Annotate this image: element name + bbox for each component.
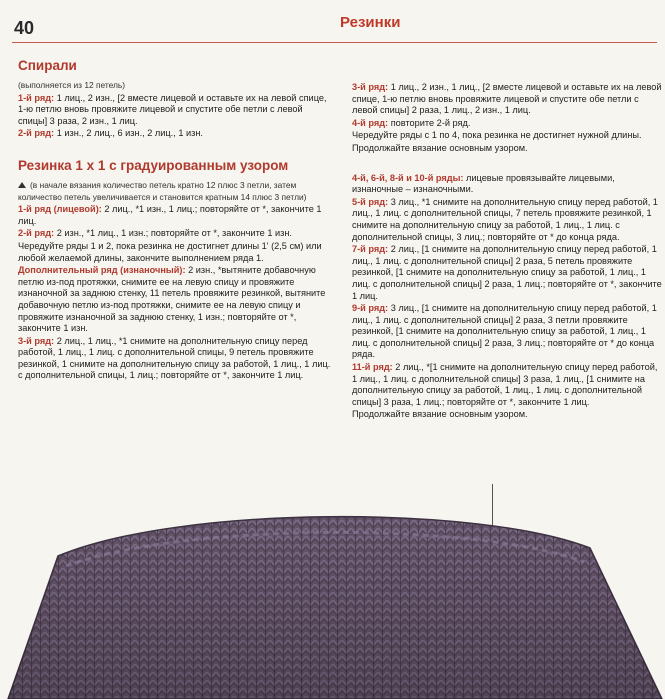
row-label: 5-й ряд: (352, 196, 389, 207)
row-label: 1-й ряд: (18, 92, 55, 103)
final-text: Продолжайте вязание основным узором. (352, 409, 528, 420)
callout-line (492, 484, 493, 536)
row (18, 228, 333, 240)
row-text: 2 изн., *1 лиц., 1 изн.; повторяйте от *, закончите 1 изн. (56, 228, 292, 239)
swatch-cable-band (66, 532, 584, 566)
row (352, 118, 662, 130)
intro (18, 180, 333, 203)
section-title-spirals: Спирали (18, 58, 77, 73)
row-text: 2 лиц., *1 изн., 1 лиц.; повторяйте от *, закончите 1 лиц. (18, 204, 322, 226)
intro-text: (в начале вязания количество петель кратно 12 плюс 3 петли, затем количество петель увеличивается и становится кратным 14 плюс 3 петли) (18, 179, 307, 202)
row-text: 2 лиц., 1 лиц., *1 снимите на дополнительную спицу перед работой, 1 лиц., 1 лиц. с дополнительной спицы, 9 петель провяжите резинкой, 1 снимите на дополнительную спицу за работой, 1 лиц., 1 лиц. с дополнительной спицы, 1 лиц.; повторяйте от *, закончите 1 лиц. (18, 335, 331, 381)
row-text: 2 лиц., *[1 снимите на дополнительную спицу перед работой, 1 лиц., 1 лиц. с дополнительной спицы] 3 раза, 1 лиц., [1 снимите на дополнительную спицу за работой, 1 лиц., 1 лиц. с дополнительной спицы] 3 раза, 1 лиц.; повторяйте от *, закончите 1 лиц. (352, 362, 658, 407)
row-text: 1 лиц., 2 изн., [2 вместе лицевой и оставьте их на левой спице, 1-ю петлю вновь провяжите лицевой и спустите обе петли с левой спицы] 3 раза, 2 изн., 1 лиц. (18, 92, 327, 126)
section-title-rib: Резинка 1 х 1 с градуированным узором (18, 157, 289, 173)
row-label: 3-й ряд: (352, 82, 389, 92)
swatch-fabric (8, 517, 662, 699)
row (352, 82, 662, 117)
row-text: лицевые провязывайте лицевыми, изнаночные – изнаночными. (352, 172, 615, 195)
right-column (352, 82, 662, 422)
row-label: Дополнительный ряд (изнаночный): (18, 265, 186, 276)
row (352, 303, 662, 361)
row (18, 204, 333, 227)
swatch-shading (8, 517, 662, 699)
header-rule (12, 42, 657, 43)
row (352, 197, 662, 243)
row (18, 265, 333, 335)
row-label: 2-й ряд: (18, 128, 55, 139)
triangle-icon (18, 182, 26, 188)
row (352, 362, 662, 408)
left-column (18, 58, 333, 383)
row (18, 93, 333, 128)
row-label: 11-й ряд: (352, 362, 393, 373)
row (352, 244, 662, 302)
row-label: 3-й ряд: (18, 335, 55, 346)
row-label: 1-й ряд (лицевой): (18, 204, 102, 215)
row-text: 2 изн., *вытяните добавочную петлю из-под протяжки, снимите ее на левую спицу и провяжите изнаночной за заднюю стенку, 11 петель провяжите резинкой, вытяните добавочную петлю из-под протяжки, снимите ее на левую спицу и провяжите изнаночной за заднюю стенку, 1 изн.; повторяйте от *, закончите 1 изн. (18, 265, 326, 334)
repeat-text: Чередуйте ряды с 1 по 4, пока резинка не достигнет нужной длины. (352, 130, 642, 141)
row-label: 7-й ряд: (352, 244, 389, 255)
repeat-text: Чередуйте ряды 1 и 2, пока резинка не достигнет длины 1' (2,5 см) или любой желаемой длины, закончите выполнением ряда 1. (18, 240, 322, 263)
row-text: 3 лиц., [1 снимите на дополнительную спицу перед работой, 1 лиц., 1 лиц. с дополнительной спицы] 2 раза, 3 петли провяжите резинкой, [1 снимите на дополнительную спицу за работой, 1 лиц., 1 лиц. с дополнительной спицы] 2 раза, 3 лиц.; повторяйте от * до конца ряда. (352, 303, 657, 360)
row (18, 128, 333, 140)
page-number: 40 (14, 18, 35, 38)
row-text: 3 лиц., *1 снимите на дополнительную спицу перед работой, 1 лиц., 1 лиц. с дополнительной спицы, 7 петель провяжите резинкой, 1 снимите на дополнительную спицу за работой, 1 лиц., 1 лиц. с дополнительной спицы, 3 лиц.; повторяйте от * до конца ряда. (352, 196, 658, 242)
continue-text: Продолжайте вязание основным узором. (352, 142, 528, 153)
row-text: 2 лиц., [1 снимите на дополнительную спицу перед работой, 1 лиц., 1 лиц. с дополнительной спицы] 2 раза, 5 петель провяжите резинкой, [1 снимите на дополнительную спицу за работой, 1 лиц., 1 лиц. с дополнительной спицы] 2 раза, 1 лиц.; повторяйте от *, закончите 1 лиц. (352, 244, 662, 301)
note: (выполняется из 12 петель) (18, 80, 126, 90)
row (352, 173, 662, 196)
row-text: 1 лиц., 2 изн., 1 лиц., [2 вместе лицевой и оставьте их на левой спице, 1-ю петлю вновь провяжите лицевой и спустите обе петли с левой спицы] 2 раза, 1 лиц., 2 изн., 1 лиц. (352, 82, 662, 116)
row-label: 4-й ряд: (352, 117, 389, 128)
row-text: 1 изн., 2 лиц., 6 изн., 2 лиц., 1 изн. (56, 128, 203, 139)
row-label: 2-й ряд: (18, 228, 55, 239)
row-text: повторите 2-й ряд. (390, 117, 471, 128)
row-label: 9-й ряд: (352, 303, 389, 314)
row-label: 4-й, 6-й, 8-й и 10-й ряды: (352, 172, 464, 183)
running-title: Резинки (340, 14, 401, 31)
row (18, 336, 333, 382)
